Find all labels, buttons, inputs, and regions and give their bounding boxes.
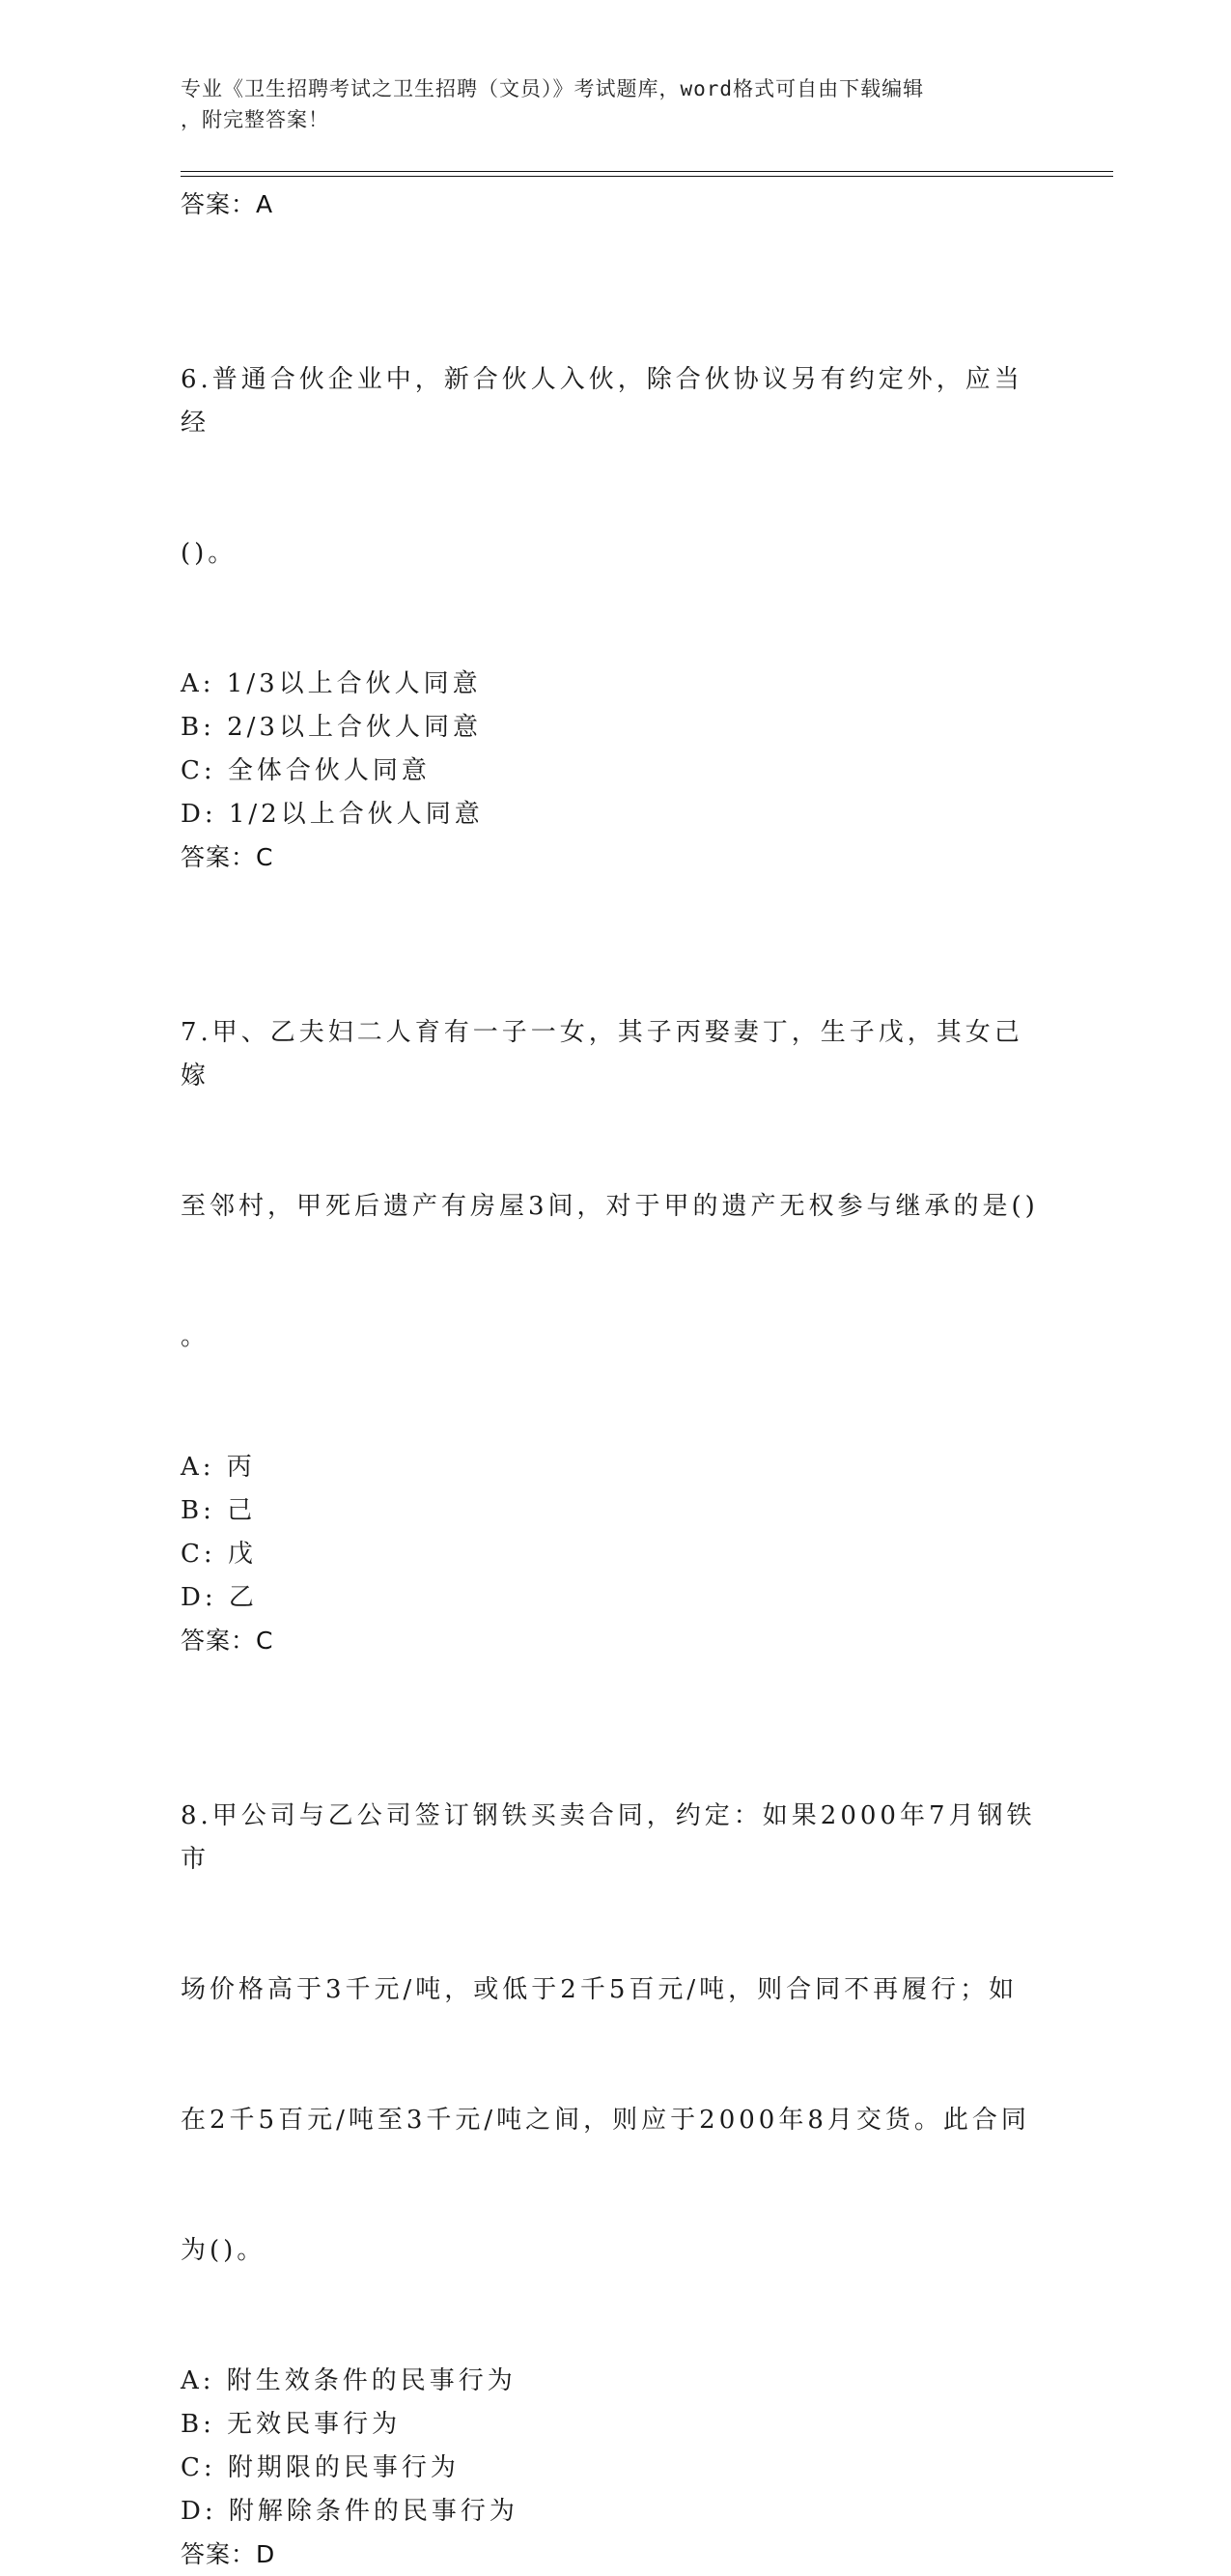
option-b: B: 无效民事行为 [181,2410,402,2439]
question-stem-line: ()。 [181,539,238,568]
question-stem-line: 为()。 [181,2236,266,2265]
option-b: B: 己 [181,1496,257,1525]
answer-line: 答案：D [181,2540,276,2568]
header-double-rule [181,171,1113,177]
option-c: C: 附期限的民事行为 [181,2453,460,2482]
option-a: A: 丙 [181,1453,256,1482]
header-line-2: ，附完整答案！ [181,108,329,131]
option-d: D: 1/2以上合伙人同意 [181,800,484,829]
question-stem-line: 场价格高于3千元/吨，或低于2千5百元/吨，则合同不再履行；如 [181,1975,1019,2004]
option-b: B: 2/3以上合伙人同意 [181,713,482,742]
question-block [181,1708,1049,2576]
question-block [181,271,1049,879]
answer-line: 答案：C [181,843,274,871]
question-list [181,184,1049,2576]
answer-line: 答案：A [181,190,274,218]
document-header [181,73,1049,135]
option-a: A: 1/3以上合伙人同意 [181,669,482,698]
option-c: C: 戊 [181,1540,257,1569]
option-c: C: 全体合伙人同意 [181,756,431,785]
question-stem [181,271,1049,663]
question-stem-line: 6.普通合伙企业中，新合伙人入伙，除合伙协议另有约定外，应当经 [181,365,1023,438]
question-stem-line: 至邻村，甲死后遗产有房屋3间，对于甲的遗产无权参与继承的是() [181,1192,1039,1221]
question-stem-line: 8.甲公司与乙公司签订钢铁买卖合同，约定：如果2000年7月钢铁市 [181,1801,1036,1874]
answer-line: 答案：C [181,1627,274,1655]
option-a: A: 附生效条件的民事行为 [181,2366,517,2395]
question-stem [181,924,1049,1446]
option-d: D: 附解除条件的民事行为 [181,2497,518,2526]
question-stem-line: 7.甲、乙夫妇二人育有一子一女，其子丙娶妻丁，生子戊，其女己嫁 [181,1018,1023,1090]
header-line-1: 专业《卫生招聘考试之卫生招聘（文员）》考试题库，word格式可自由下载编辑 [181,77,925,100]
question-stem [181,1708,1049,2360]
option-d: D: 乙 [181,1583,258,1612]
question-stem-line: 。 [181,1322,210,1351]
question-block [181,924,1049,1662]
question-stem-line: 在2千5百元/吨至3千元/吨之间，则应于2000年8月交货。此合同 [181,2106,1030,2135]
